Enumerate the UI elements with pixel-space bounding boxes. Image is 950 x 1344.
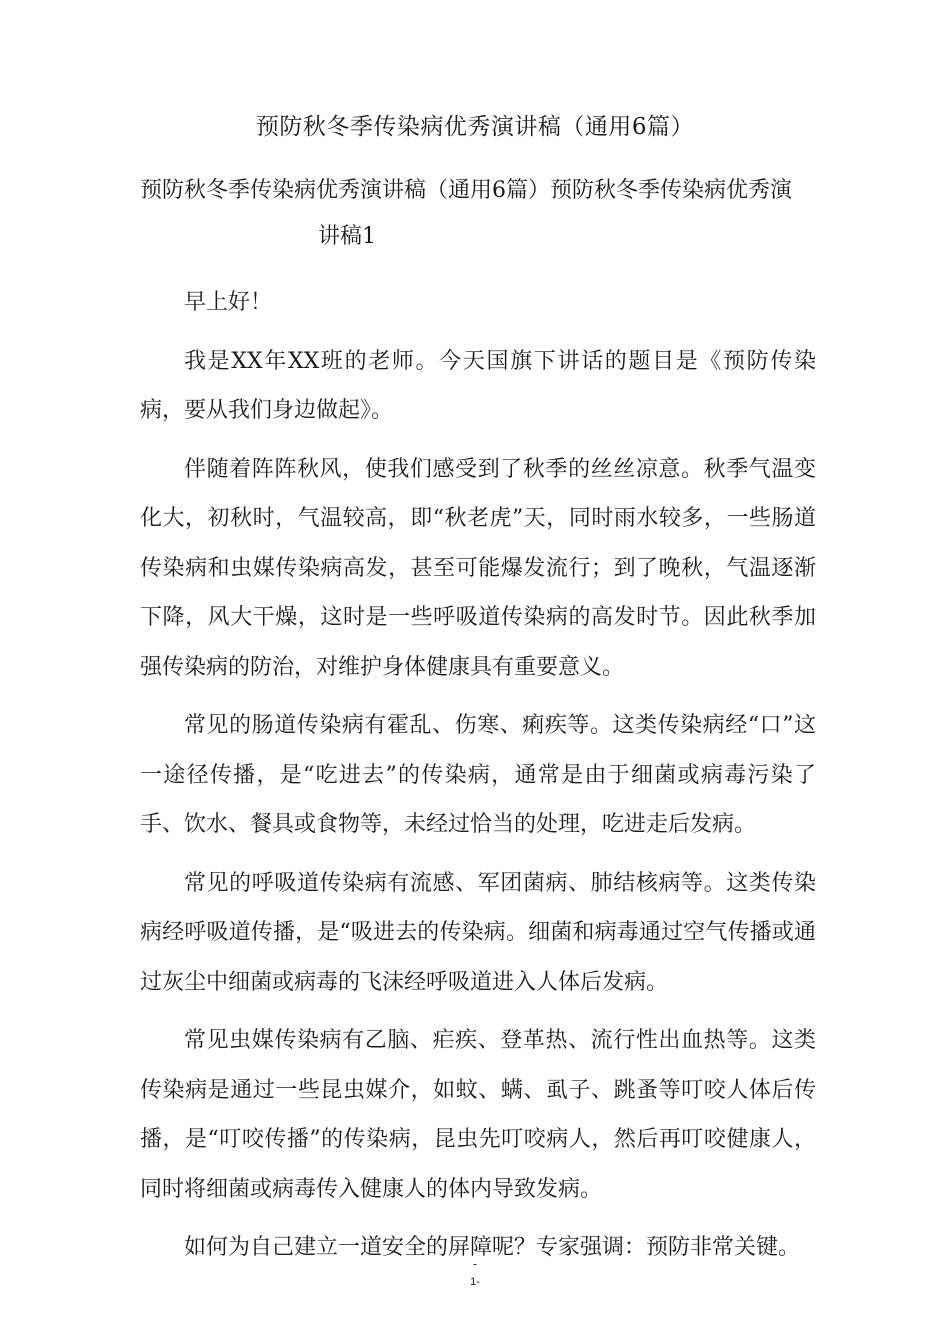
subtitle-line-1: 预防秋冬季传染病优秀演讲稿（通用6篇）预防秋冬季传染病优秀演 xyxy=(140,178,792,203)
paragraph-respiratory: 常见的呼吸道传染病有流感、军团菌病、肺结核病等。这类传染病经呼吸道传播，是“吸进去的传染病。细菌和病毒通过空气传播或通过灰尘中细菌或病毒的飞沫经呼吸道进入人体后发病。 xyxy=(140,870,816,995)
paragraph-greeting: 早上好！ xyxy=(184,290,273,315)
document-title: 预防秋冬季传染病优秀演讲稿（通用6篇） xyxy=(255,114,695,140)
paragraph-autumn: 伴随着阵阵秋风，使我们感受到了秋季的丝丝凉意。秋季气温变化大，初秋时，气温较高，即“秋老虎”天，同时雨水较多，一些肠道传染病和虫媒传染病高发，甚至可能爆发流行；到了晚秋，气温逐渐下降，风大干燥，这时是一些呼吸道传染病的高发时节。因此秋季加强传染病的防治，对维护身体健康具有重要意义。 xyxy=(140,456,816,680)
document-subtitle xyxy=(140,168,820,260)
paragraph-prevention: 如何为自己建立一道安全的屏障呢？专家强调：预防非常关键。 xyxy=(184,1235,801,1260)
page-number: 1- xyxy=(470,1276,480,1288)
subtitle-line-2: 讲稿1 xyxy=(318,224,376,249)
document-body xyxy=(140,278,816,1282)
paragraph-intro: 我是XX年XX班的老师。今天国旗下讲话的题目是《预防传染病，要从我们身边做起》。 xyxy=(140,348,816,423)
paragraph-intestinal: 常见的肠道传染病有霍乱、伤寒、痢疾等。这类传染病经“口”这一途径传播，是“吃进去”的传染病，通常是由于细菌或病毒污染了手、饮水、餐具或食物等，未经过恰当的处理，吃进走后发病。 xyxy=(140,713,816,837)
footer-dash: - xyxy=(472,1257,478,1271)
paragraph-insect-borne: 常见虫媒传染病有乙脑、疟疾、登革热、流行性出血热等。这类传染病是通过一些昆虫媒介，如蚊、螨、虱子、跳蚤等叮咬人体后传播，是“叮咬传播”的传染病，昆虫先叮咬病人，然后再叮咬健康人，同时将细菌或病毒传入健康人的体内导致发病。 xyxy=(140,1028,816,1202)
